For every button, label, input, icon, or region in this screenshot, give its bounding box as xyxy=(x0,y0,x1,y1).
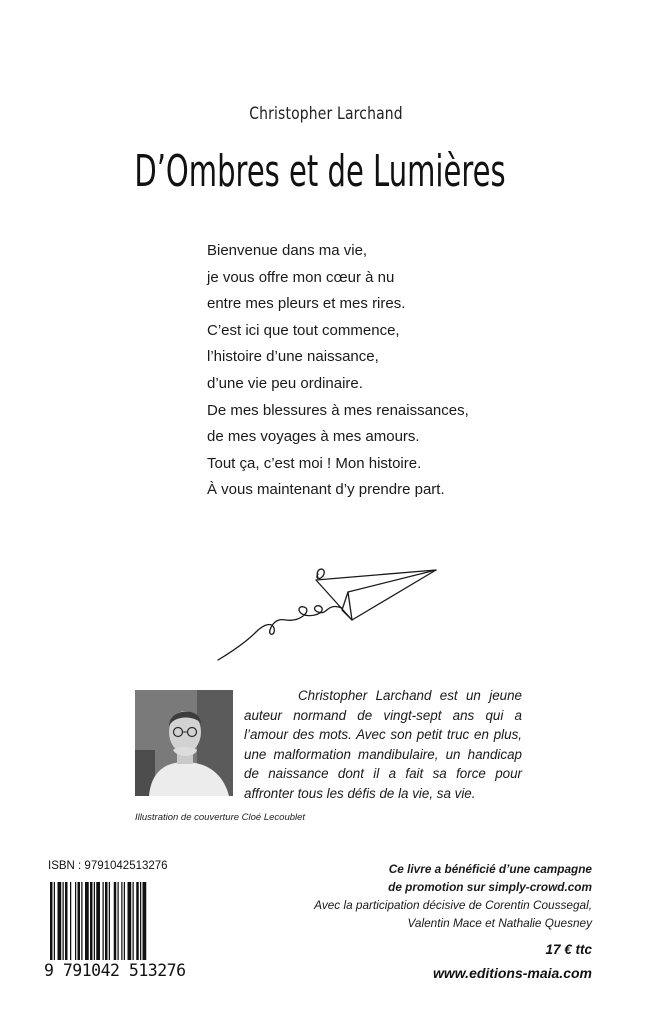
poem-line: entre mes pleurs et mes rires. xyxy=(207,295,406,313)
barcode-bar xyxy=(54,882,55,960)
barcode-bar xyxy=(143,882,147,960)
promo-line: Avec la participation décisive de Corentin Coussegal, xyxy=(314,898,592,912)
barcode-bar xyxy=(105,882,108,960)
price: 17 € ttc xyxy=(545,942,592,957)
barcode-bar xyxy=(58,882,62,960)
barcode-bar xyxy=(94,882,95,960)
poem-line: Tout ça, c’est moi ! Mon histoire. xyxy=(207,454,422,472)
paper-plane-drawing-icon xyxy=(214,562,440,664)
author-bio: Christopher Larchand est un jeune auteur normand de vingt-sept ans qui a l’amour des mots. Avec son petit truc en plus, une malformation mandibulaire, un handicap de naissance dont il a fait sa force pour affronter tous les défis de la vie, sa vie. xyxy=(244,688,522,801)
promo-block xyxy=(272,860,592,932)
poem-line: d’une vie peu ordinaire. xyxy=(207,374,363,392)
poem-line: je vous offre mon cœur à nu xyxy=(207,268,395,286)
author-name: Christopher Larchand xyxy=(249,104,403,124)
poem-line: Bienvenue dans ma vie, xyxy=(207,242,368,259)
poem-line: À vous maintenant d’y prendre part. xyxy=(207,481,445,499)
barcode-bar xyxy=(81,882,82,960)
barcode-bar xyxy=(90,882,93,960)
barcode-bar xyxy=(70,882,71,960)
poem-line: C’est ici que tout commence, xyxy=(207,321,400,339)
barcode-icon xyxy=(50,882,178,960)
barcode-bar xyxy=(118,882,119,960)
poem xyxy=(207,238,469,504)
promo-line: Valentin Mace et Nathalie Quesney xyxy=(407,916,592,930)
barcode-bar xyxy=(85,882,89,960)
publisher-website: www.editions-maia.com xyxy=(433,965,592,981)
barcode-bar xyxy=(114,882,117,960)
barcode-bar xyxy=(121,882,122,960)
barcode-bar xyxy=(140,882,141,960)
poem-line: De mes blessures à mes renaissances, xyxy=(207,401,469,419)
author-portrait-photo xyxy=(135,690,233,796)
isbn-label: ISBN : 9791042513276 xyxy=(48,860,168,872)
barcode-digits: 9 791042 513276 xyxy=(44,961,186,980)
barcode-bar xyxy=(109,882,110,960)
barcode-bar xyxy=(136,882,139,960)
promo-line: de promotion sur simply-crowd.com xyxy=(388,880,592,894)
barcode-bar xyxy=(103,882,104,960)
barcode-bar xyxy=(133,882,134,960)
barcode-bar xyxy=(124,882,125,960)
poem-line: de mes voyages à mes amours. xyxy=(207,428,420,446)
barcode-bar xyxy=(96,882,100,960)
barcode-bar xyxy=(50,882,53,960)
promo-line: Ce livre a bénéficié d’une campagne xyxy=(388,862,592,876)
book-title: D’Ombres et de Lumières xyxy=(134,146,506,197)
illustration-credit: Illustration de couverture Cloé Lecoublet xyxy=(135,812,306,823)
barcode-bar xyxy=(65,882,68,960)
barcode-bar xyxy=(128,882,132,960)
author-photo xyxy=(135,690,233,796)
barcode-bar xyxy=(75,882,76,960)
barcode-bar xyxy=(78,882,81,960)
poem-line: l’histoire d’une naissance, xyxy=(207,348,379,366)
barcode-bar xyxy=(63,882,64,960)
